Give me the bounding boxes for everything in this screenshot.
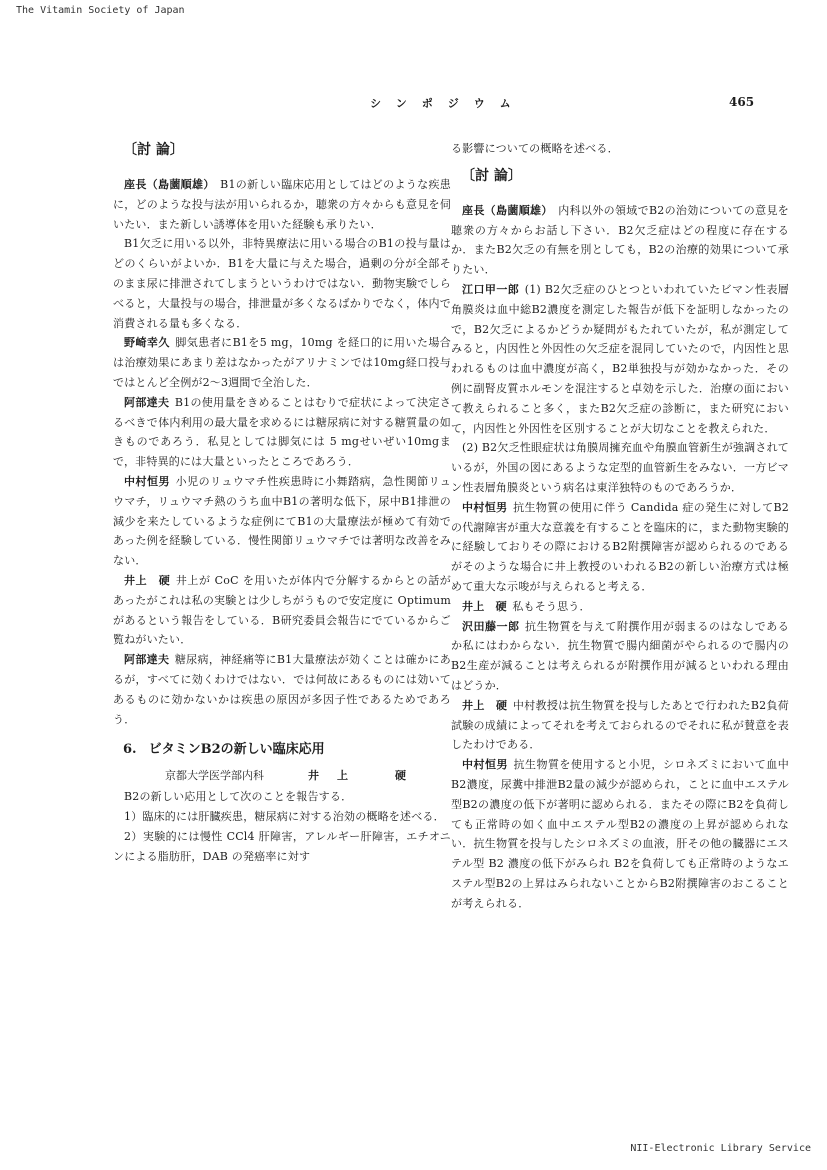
paragraph: [451, 696, 789, 755]
paragraph: B2の新しい応用として次のことを報告する．: [124, 790, 353, 804]
paragraph-text: 抗生物質を使用すると小児，シロネズミにおいて血中B2濃度，尿糞中排泄B2量の減少が認められ，ことに血中エステル型B2の濃度の低下が著明に認められる．またその際にB2を負荷しても正常時の如く血中エステル型B2の濃度の上昇が認められない．抗生物質を投与したシロネズミの血液，肝その他の臓器にエステル型 B2 濃度の低下がみられ B2を負荷しても正常時のようなエステル型B2の上昇はみられないことからB2附撰障害のおこることが考えられる．: [451, 758, 789, 910]
right-column: [451, 139, 789, 913]
speaker-name: 野崎幸久: [124, 336, 170, 350]
paragraph: [451, 201, 789, 280]
paragraph-text: 小児のリュウマチ性疾患時に小舞踏病，急性関節リュウマチ，リュウマチ熱のうち血中B1の著明な低下，尿中B1排泄の減少を来たしているような症例にてB1の大量療法が極めて有効であった例を経験している．慢性関節リュウマチでは著明な改善をみない．: [113, 474, 451, 568]
author: 井上 硬: [308, 769, 424, 783]
section-heading: [123, 739, 451, 761]
paragraph: B1欠乏に用いる以外，非特異療法に用いる場合のB1の投与量はどのくらいがよいか．B1を大量に与えた場合，過剰の分が全部そのまま尿に排泄されてしまうというわけではない．動物実験でしらべると，大量投与の場合，排泄量が多くなるばかりでなく，体内で消費される量も多くなる．: [113, 237, 451, 330]
affiliation-line: [165, 765, 451, 787]
paragraph-text: 糖尿病，神経痛等にB1大量療法が効くことは確かにあるが，すべてに効くわけではない．では何故にあるものには効いてあるものに効かないかは疾患の原因が多因子性であるためであろう．: [113, 653, 451, 726]
paragraph-text: 内科以外の領域でB2の治効についての意見を聴衆の方々からお話し下さい．B2欠乏症はどの程度に存在するか．またB2欠乏の有無を別としても，B2の治療的効果について承りたい．: [451, 203, 789, 277]
paragraph: [113, 393, 451, 472]
paragraph-text: B1の新しい臨床応用としてはどのような疾患に，どのような投与法が用いられるか，聴衆の方々からも意見を伺いたい．また新しい誘導体を用いた経験も承りたい．: [113, 178, 451, 231]
paragraph-text: 井上が CoC を用いたが体内で分解するからとの話があったがこれは私の実験とは少しちがうもので安定度に Optimum があるという報告をしている．B研究委員会報告にでているからご覧ねがいたい．: [113, 573, 451, 647]
paragraph-text: 私もそう思う．: [512, 599, 591, 613]
speaker-name: 井上 硬: [124, 573, 171, 587]
paragraph-text: 脚気患者にB1を5 mg，10mg を経口的に用いた場合は治療効果にあまり差はなかったがアリナミンでは10mg経口投与ではとんど全例が2～3週間で全治した．: [113, 336, 451, 389]
paragraph: 1）臨床的には肝臓疾患，糖尿病に対する治効の概略を述べる．: [124, 810, 445, 824]
paragraph-text: 抗生物質の使用に伴う Candida 症の発生に対してB2の代謝障害が重大な意義を有することを臨床的に，また動物実験的に経験しておりその際におけるB2附撰障害が認められるのであるがそのような場合に井上教授のいわれるB2の新しい治療方式は極めて重大な示唆が与えられると考える．: [451, 500, 789, 593]
paragraph: る影響についての概略を述べる．: [451, 142, 619, 155]
left-column: [113, 139, 451, 867]
paragraph: [451, 498, 789, 597]
paragraph: [451, 755, 789, 913]
speaker-name: 中村恒男: [462, 500, 508, 514]
discussion-heading: 〔討 論〕: [461, 167, 522, 184]
paragraph: [113, 571, 451, 650]
paragraph-text: 抗生物質を与えて附撰作用が弱まるのはなしであるか私にはわからない．抗生物質で腸内細菌がやられるので腸内のB2生産が減ることは考えられるが附撰作用が減るといわれる理由はどうか．: [451, 619, 789, 692]
society-watermark: The Vitamin Society of Japan: [16, 5, 185, 16]
discussion-heading: 〔討 論〕: [123, 142, 184, 158]
paragraph-text: (1) B2欠乏症のひとつといわれていたビマン性表層角膜炎は血中総B2濃度を測定した報告が低下を証明しなかったので，B2欠乏によるかどうか疑問がもたれていたが，私が測定してみると，内因性と外因性の欠乏症を混同していたので，内因性と思われるものは血中濃度が高く，B2単独投与が効かなかった．その例に副腎皮質ホルモンを混注すると卓効を示した．治療の面において教えられること多く，またB2欠乏症の診断に，また研究において，内因性と外因性を区別することが大切なことを教えられた．: [451, 282, 790, 435]
speaker-name: 中村恒男: [462, 758, 508, 772]
speaker-name: 江口甲一郎: [462, 282, 520, 296]
paragraph: [113, 650, 451, 729]
speaker-name: 阿部達夫: [124, 653, 170, 667]
speaker-name: 阿部達夫: [124, 395, 170, 409]
speaker-name: 沢田藤一郎: [462, 619, 520, 633]
speaker-name: 井上 硬: [462, 599, 507, 613]
paragraph: (2) B2欠乏性眼症状は角膜周擁充血や角膜血管新生が強調されているが，外国の図にあるような定型的血管新生をみない．一方ビマン性表層角膜炎という病名は東洋独特のものであろうか．: [451, 441, 789, 494]
affiliation: 京都大学医学部内科: [165, 769, 264, 783]
paragraph: [451, 597, 789, 617]
paragraph: [113, 333, 451, 392]
paragraph-text: B1の使用量をきめることはむりで症状によって決定さるべきで体内利用の最大量を求めるには糖尿病に対する糖質量の如きものであろう．私見としては脚気には 5 mgせいぜい10mgまで，非特異的には大量といったところであろう．: [113, 395, 451, 469]
speaker-name: 井上 硬: [462, 698, 508, 712]
page-number: 465: [729, 95, 755, 109]
section-title: ビタミンB2の新しい臨床応用: [148, 742, 325, 758]
paragraph: [451, 617, 789, 696]
paragraph-text: 中村教授は抗生物質を投与したあとで行われたB2負荷試験の成績によってそれを考えておられるのでそれに私が賛意を表したわけである．: [451, 698, 789, 752]
paragraph: 2）実験的には慢性 CCl4 肝障害，アレルギー肝障害，エチオニンによる脂肪肝，DAB の発癌率に対す: [113, 829, 451, 863]
footer-watermark: NII-Electronic Library Service: [630, 1143, 811, 1154]
section-number: 6.: [123, 742, 137, 758]
speaker-name: 中村恒男: [124, 474, 171, 488]
paragraph: [113, 472, 451, 571]
running-head: シンポジウム: [370, 97, 526, 110]
speaker-name: 座長（島薗順雄）: [462, 203, 553, 217]
paragraph: [113, 175, 451, 234]
speaker-name: 座長（島薗順雄）: [124, 178, 215, 191]
paragraph: [451, 280, 789, 438]
